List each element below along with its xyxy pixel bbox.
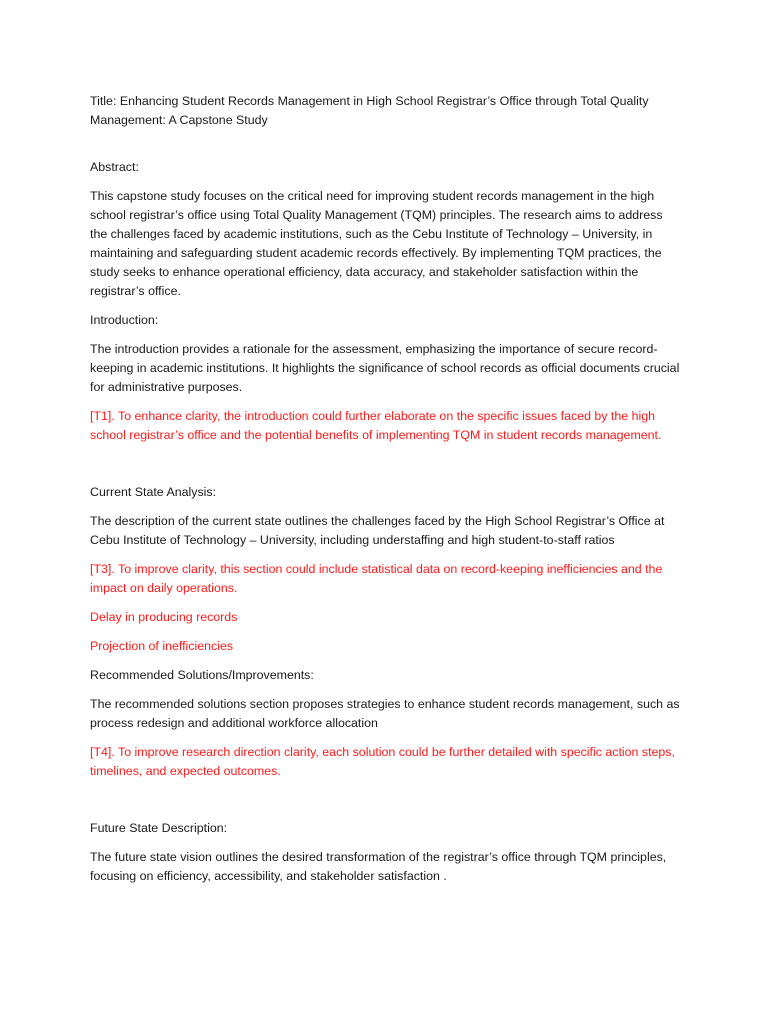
current-state-heading: Current State Analysis: bbox=[90, 485, 217, 499]
future-state-paragraph: The future state vision outlines the desired transformation of the registrar’s office through TQM principles, focusing on efficiency, accessibility, and stakeholder satisfaction . bbox=[90, 850, 667, 883]
abstract-paragraph: This capstone study focuses on the critical need for improving student records management in the high school registrar’s office using Total Quality Management (TQM) principles. The research aims to address the challenges faced by academic institutions, such as the Cebu Institute of Technology – University, in maintaining and safeguarding student academic records effectively. By implementing TQM practices, the study seeks to enhance operational efficiency, data accuracy, and stakeholder satisfaction within the registrar’s office. bbox=[90, 189, 663, 298]
abstract-heading: Abstract: bbox=[90, 160, 139, 174]
document-title: Title: Enhancing Student Records Management in High School Registrar’s Office through Total Quality Management: A Capstone Study bbox=[90, 94, 649, 127]
review-comment-t1: [T1]. To enhance clarity, the introduction could further elaborate on the specific issues faced by the high school registrar’s office and the potential benefits of implementing TQM in student records management. bbox=[90, 409, 662, 442]
spacer bbox=[90, 791, 682, 819]
introduction-heading: Introduction: bbox=[90, 313, 159, 327]
introduction-paragraph: The introduction provides a rationale for the assessment, emphasizing the importance of secure record-keeping in academic institutions. It highlights the significance of school records as official documents crucial for administrative purposes. bbox=[90, 342, 680, 394]
review-comment-t4: [T4]. To improve research direction clarity, each solution could be further detailed with specific action steps, timelines, and expected outcomes. bbox=[90, 745, 675, 778]
review-note-projection: Projection of inefficiencies bbox=[90, 639, 234, 653]
document-body bbox=[90, 92, 682, 896]
spacer bbox=[90, 455, 682, 483]
current-state-paragraph: The description of the current state outlines the challenges faced by the High School Registrar’s Office at Cebu Institute of Technology – University, including understaffing and high student-to-staff ratios bbox=[90, 514, 665, 547]
spacer bbox=[90, 140, 682, 158]
review-comment-t3: [T3]. To improve clarity, this section could include statistical data on record-keeping inefficiencies and the impact on daily operations. bbox=[90, 562, 663, 595]
solutions-paragraph: The recommended solutions section proposes strategies to enhance student records management, such as process redesign and additional workforce allocation bbox=[90, 697, 680, 730]
review-note-delay: Delay in producing records bbox=[90, 610, 238, 624]
solutions-heading: Recommended Solutions/Improvements: bbox=[90, 668, 314, 682]
future-state-heading: Future State Description: bbox=[90, 821, 228, 835]
